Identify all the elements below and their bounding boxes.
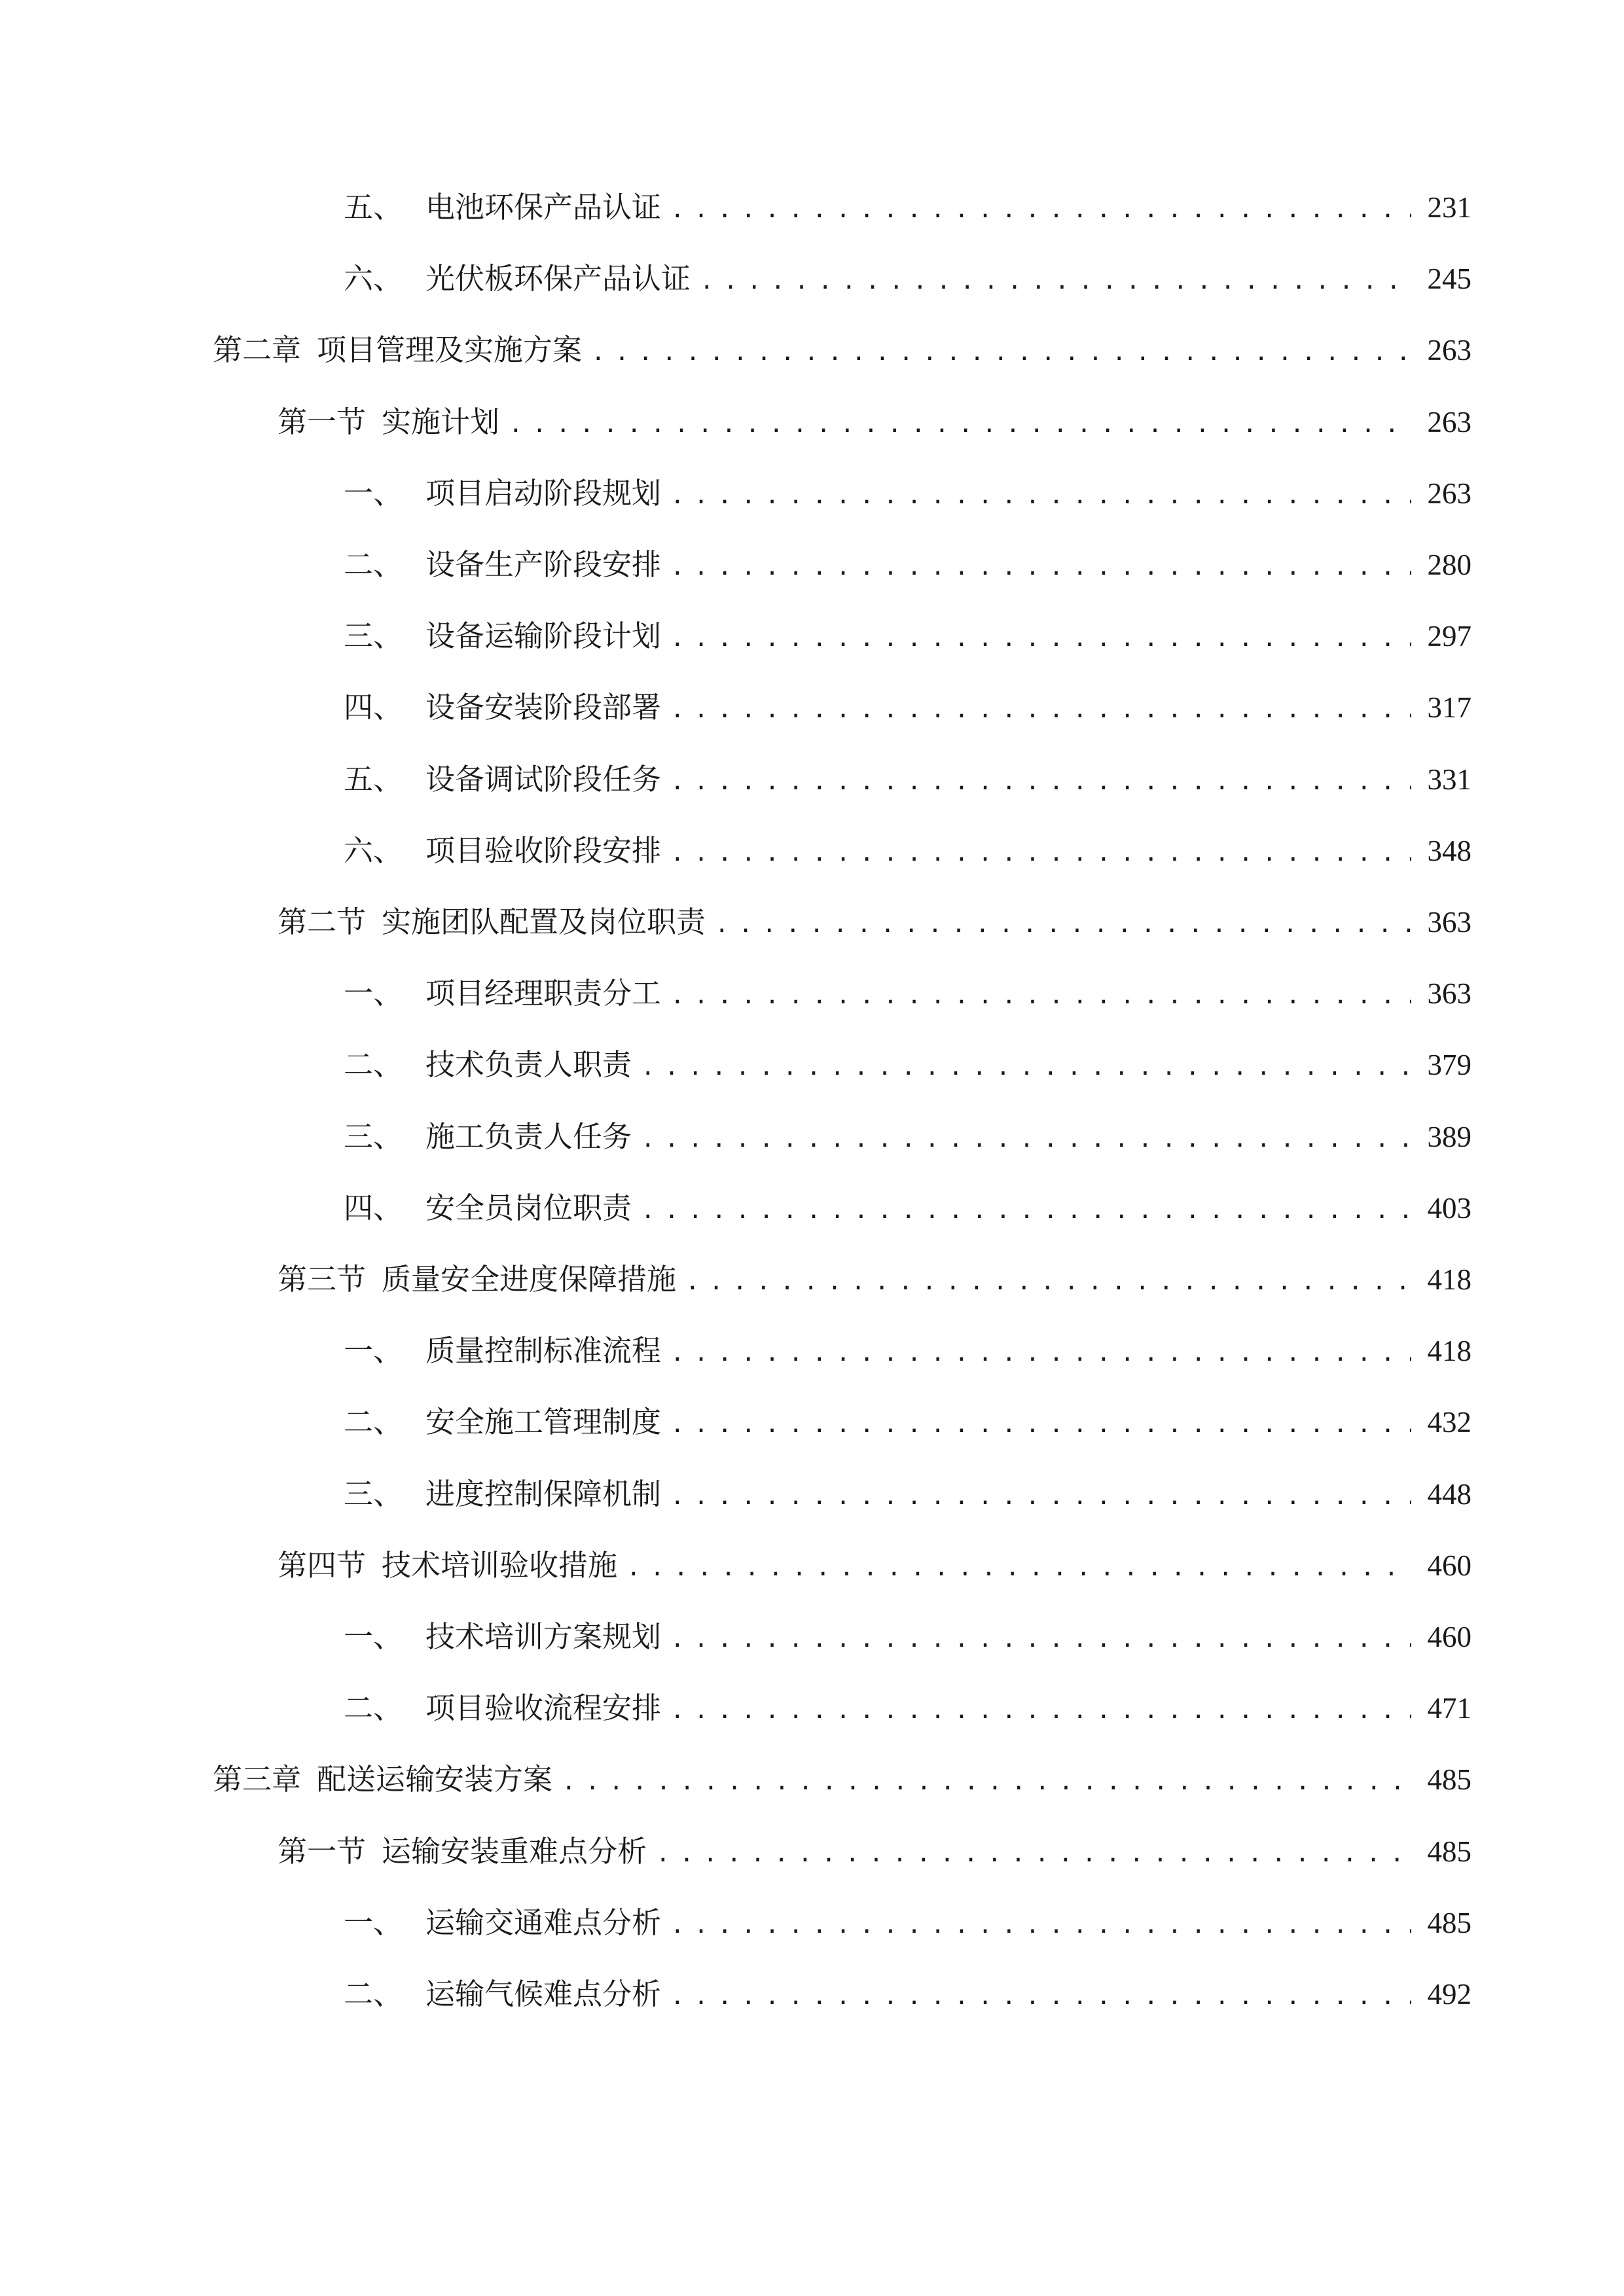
toc-entry-prefix: 三、 bbox=[344, 619, 403, 654]
toc-entry-title: 设备调试阶段任务 bbox=[425, 761, 662, 797]
toc-entry-prefix: 二、 bbox=[344, 547, 403, 582]
toc-entry-item[interactable] bbox=[344, 185, 1471, 230]
toc-dot-leader bbox=[641, 1117, 1411, 1162]
toc-dot-leader bbox=[670, 973, 1411, 1019]
toc-entry-prefix: 二、 bbox=[344, 1047, 403, 1083]
toc-entry-page-number: 379 bbox=[1427, 1049, 1471, 1082]
toc-dot-leader bbox=[670, 1617, 1411, 1662]
toc-dot-leader bbox=[685, 1259, 1411, 1305]
toc-entry-title: 运输交通难点分析 bbox=[425, 1905, 662, 1940]
toc-dot-leader bbox=[670, 187, 1411, 233]
toc-dot-leader bbox=[626, 1545, 1411, 1591]
toc-entry-page-number: 485 bbox=[1427, 1763, 1471, 1797]
toc-entry-item[interactable] bbox=[344, 471, 1471, 516]
toc-entry-section[interactable] bbox=[278, 1829, 1471, 1874]
toc-entry-item[interactable] bbox=[344, 971, 1471, 1016]
toc-entry-prefix: 一、 bbox=[344, 1333, 403, 1369]
toc-dot-leader bbox=[670, 1688, 1411, 1734]
toc-entry-prefix: 第四节 bbox=[278, 1547, 367, 1583]
toc-entry-title: 质量控制标准流程 bbox=[425, 1333, 662, 1369]
toc-entry-section[interactable] bbox=[278, 399, 1471, 445]
toc-entry-page-number: 363 bbox=[1427, 906, 1471, 939]
toc-entry-prefix: 第一节 bbox=[278, 1833, 367, 1869]
toc-entry-title: 进度控制保障机制 bbox=[425, 1476, 662, 1511]
toc-entry-page-number: 348 bbox=[1427, 834, 1471, 867]
toc-entry-item[interactable] bbox=[344, 1114, 1471, 1160]
toc-entry-item[interactable] bbox=[344, 542, 1471, 588]
toc-dot-leader bbox=[641, 1188, 1411, 1234]
toc-dot-leader bbox=[670, 616, 1411, 662]
toc-entry-section[interactable] bbox=[278, 899, 1471, 945]
toc-entry-item[interactable] bbox=[344, 1971, 1471, 2017]
toc-entry-title: 安全员岗位职责 bbox=[425, 1190, 632, 1225]
toc-entry-page-number: 231 bbox=[1427, 191, 1471, 224]
toc-entry-item[interactable] bbox=[344, 1399, 1471, 1445]
toc-dot-leader bbox=[591, 330, 1411, 376]
toc-entry-page-number: 492 bbox=[1427, 1978, 1471, 2011]
toc-entry-prefix: 六、 bbox=[344, 833, 403, 868]
toc-entry-title: 设备运输阶段计划 bbox=[425, 619, 662, 654]
toc-entry-page-number: 245 bbox=[1427, 262, 1471, 296]
toc-dot-leader bbox=[670, 1903, 1411, 1948]
toc-entry-page-number: 471 bbox=[1427, 1692, 1471, 1725]
toc-entry-title: 设备生产阶段安排 bbox=[425, 547, 662, 582]
toc-entry-page-number: 263 bbox=[1427, 334, 1471, 367]
toc-entry-title: 项目启动阶段规划 bbox=[425, 475, 662, 511]
toc-entry-page-number: 432 bbox=[1427, 1406, 1471, 1439]
toc-entry-item[interactable] bbox=[344, 685, 1471, 730]
toc-entry-item[interactable] bbox=[344, 1185, 1471, 1231]
toc-entry-prefix: 四、 bbox=[344, 690, 403, 725]
toc-dot-leader bbox=[670, 687, 1411, 733]
toc-entry-prefix: 二、 bbox=[344, 1405, 403, 1440]
toc-entry-prefix: 三、 bbox=[344, 1476, 403, 1511]
toc-entry-page-number: 263 bbox=[1427, 405, 1471, 439]
toc-entry-title: 设备安装阶段部署 bbox=[425, 690, 662, 725]
toc-entry-title: 电池环保产品认证 bbox=[425, 190, 662, 224]
toc-entry-prefix: 三、 bbox=[344, 1119, 403, 1154]
toc-entry-item[interactable] bbox=[344, 256, 1471, 302]
toc-dot-leader bbox=[562, 1759, 1411, 1805]
toc-dot-leader bbox=[670, 545, 1411, 590]
toc-entry-title: 运输安装重难点分析 bbox=[382, 1833, 647, 1869]
toc-entry-page-number: 403 bbox=[1427, 1191, 1471, 1225]
toc-entry-prefix: 一、 bbox=[344, 1905, 403, 1940]
toc-dot-leader bbox=[656, 1831, 1411, 1877]
toc-entry-page-number: 485 bbox=[1427, 1835, 1471, 1868]
toc-entry-prefix: 第三章 bbox=[213, 1762, 302, 1797]
toc-dot-leader bbox=[670, 759, 1411, 805]
toc-entry-prefix: 第一节 bbox=[278, 404, 367, 439]
toc-entry-item[interactable] bbox=[344, 613, 1471, 659]
toc-entry-title: 技术负责人职责 bbox=[425, 1047, 632, 1083]
toc-entry-section[interactable] bbox=[278, 1543, 1471, 1588]
toc-entry-prefix: 一、 bbox=[344, 976, 403, 1011]
toc-entry-prefix: 第二节 bbox=[278, 905, 367, 939]
toc-entry-chapter[interactable] bbox=[213, 327, 1471, 373]
toc-entry-page-number: 485 bbox=[1427, 1906, 1471, 1939]
toc-entry-title: 项目验收流程安排 bbox=[425, 1691, 662, 1726]
toc-dot-leader bbox=[700, 259, 1411, 304]
toc-entry-prefix: 六、 bbox=[344, 261, 403, 296]
toc-entry-title: 项目经理职责分工 bbox=[425, 976, 662, 1011]
toc-entry-page-number: 331 bbox=[1427, 762, 1471, 796]
toc-entry-title: 光伏板环保产品认证 bbox=[425, 261, 691, 296]
toc-entry-title: 质量安全进度保障措施 bbox=[382, 1262, 677, 1297]
toc-entry-item[interactable] bbox=[344, 757, 1471, 802]
toc-entry-item[interactable] bbox=[344, 1328, 1471, 1374]
toc-entry-title: 技术培训验收措施 bbox=[382, 1547, 618, 1583]
toc-entry-item[interactable] bbox=[344, 1614, 1471, 1660]
toc-entry-page-number: 389 bbox=[1427, 1120, 1471, 1153]
toc-entry-page-number: 363 bbox=[1427, 977, 1471, 1011]
toc-entry-title: 项目管理及实施方案 bbox=[317, 332, 583, 368]
toc-entry-item[interactable] bbox=[344, 1900, 1471, 1946]
toc-entry-title: 运输气候难点分析 bbox=[425, 1977, 662, 2011]
toc-entry-page-number: 418 bbox=[1427, 1335, 1471, 1368]
toc-entry-prefix: 二、 bbox=[344, 1977, 403, 2011]
toc-entry-title: 安全施工管理制度 bbox=[425, 1405, 662, 1440]
toc-dot-leader bbox=[670, 473, 1411, 519]
toc-entry-section[interactable] bbox=[278, 1257, 1471, 1302]
toc-dot-leader bbox=[670, 831, 1411, 876]
toc-entry-page-number: 263 bbox=[1427, 476, 1471, 510]
toc-entry-item[interactable] bbox=[344, 1471, 1471, 1517]
toc-entry-page-number: 317 bbox=[1427, 691, 1471, 725]
toc-entry-prefix: 第三节 bbox=[278, 1262, 367, 1297]
toc-entry-page-number: 418 bbox=[1427, 1263, 1471, 1296]
toc-dot-leader bbox=[670, 1402, 1411, 1448]
toc-entry-page-number: 460 bbox=[1427, 1621, 1471, 1653]
toc-dot-leader bbox=[509, 402, 1411, 448]
toc-entry-title: 技术培训方案规划 bbox=[425, 1619, 662, 1654]
toc-entry-chapter[interactable] bbox=[213, 1757, 1471, 1803]
toc-entry-page-number: 280 bbox=[1427, 548, 1471, 581]
toc-entry-prefix: 一、 bbox=[344, 1619, 403, 1654]
toc-entry-prefix: 四、 bbox=[344, 1190, 403, 1225]
toc-entry-prefix: 五、 bbox=[344, 190, 403, 224]
toc-entry-prefix: 一、 bbox=[344, 475, 403, 511]
toc-entry-title: 施工负责人任务 bbox=[425, 1119, 632, 1154]
toc-entry-prefix: 第二章 bbox=[213, 332, 302, 368]
toc-dot-leader bbox=[670, 1974, 1411, 2020]
toc-entry-item[interactable] bbox=[344, 828, 1471, 874]
toc-entry-item[interactable] bbox=[344, 1685, 1471, 1731]
toc-entry-title: 实施团队配置及岗位职责 bbox=[382, 905, 706, 939]
toc-entry-page-number: 297 bbox=[1427, 620, 1471, 653]
toc-entry-title: 配送运输安装方案 bbox=[317, 1762, 553, 1797]
toc-entry-page-number: 448 bbox=[1427, 1477, 1471, 1511]
toc-entry-prefix: 五、 bbox=[344, 761, 403, 797]
toc-dot-leader bbox=[670, 1474, 1411, 1520]
toc-dot-leader bbox=[641, 1045, 1411, 1090]
toc-entry-item[interactable] bbox=[344, 1042, 1471, 1088]
toc-entry-page-number: 460 bbox=[1427, 1549, 1471, 1582]
toc-entry-prefix: 二、 bbox=[344, 1691, 403, 1726]
toc-entry-title: 项目验收阶段安排 bbox=[425, 833, 662, 868]
toc-dot-leader bbox=[670, 1331, 1411, 1376]
toc-entry-title: 实施计划 bbox=[382, 404, 500, 439]
toc-dot-leader bbox=[715, 902, 1411, 948]
